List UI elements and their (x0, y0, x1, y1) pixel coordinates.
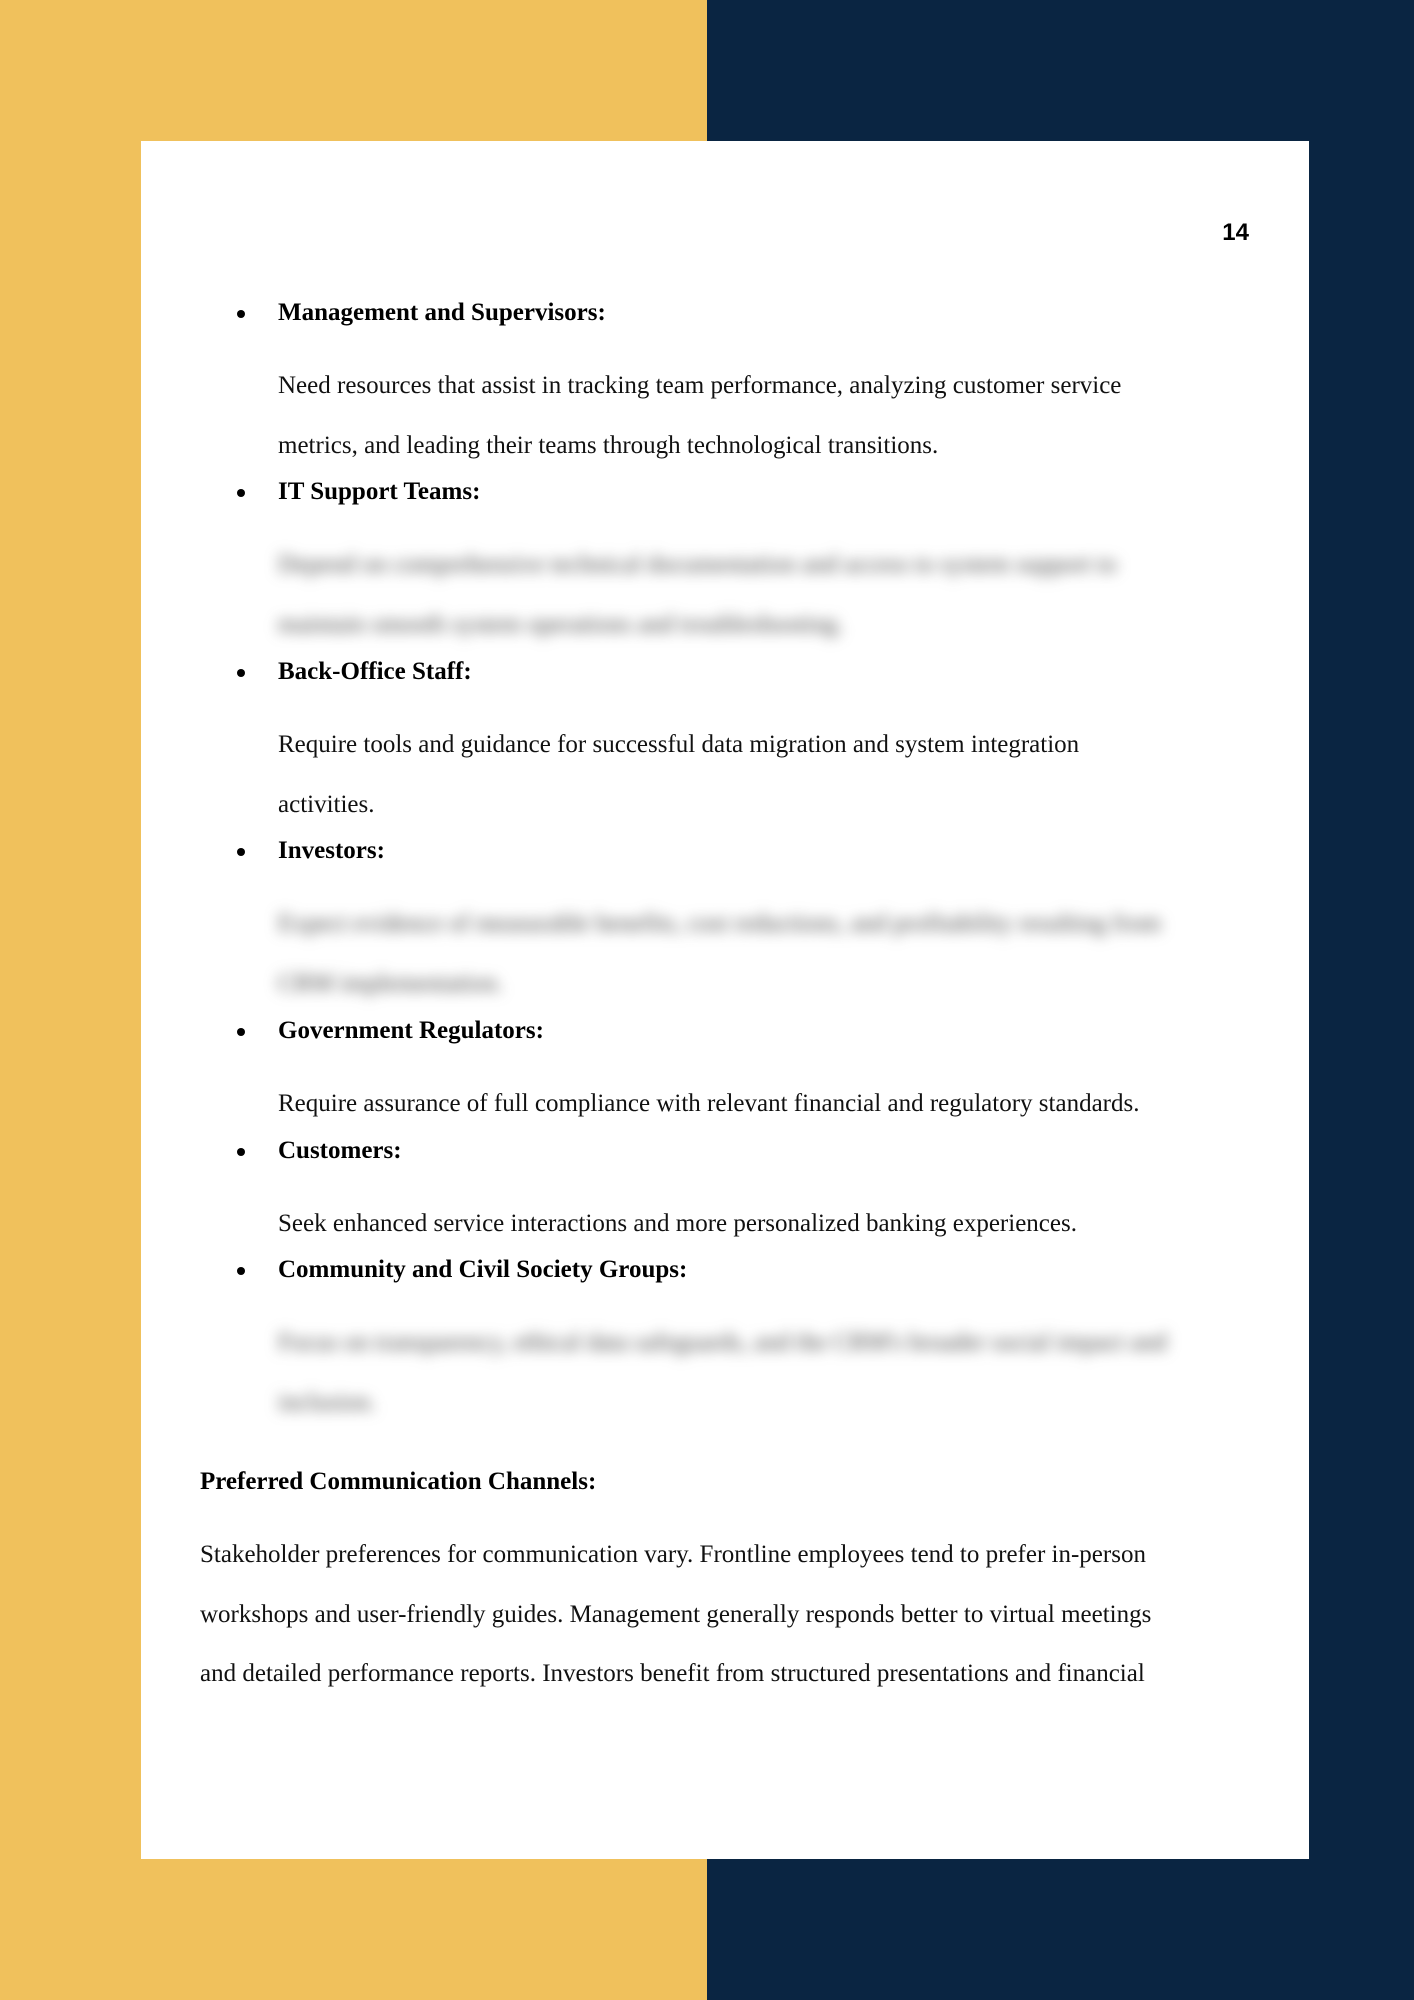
bullet-icon (237, 489, 245, 497)
paragraph-line: and detailed performance reports. Investors benefit from structured presentations and financial (200, 1660, 1145, 1687)
item-title: Government Regulators: (278, 1017, 544, 1044)
description-line: Depend on comprehensive technical documentation and access to system support to (278, 551, 1117, 578)
page-number: 14 (1222, 219, 1249, 246)
description-line: Seek enhanced service interactions and more personalized banking experiences. (278, 1210, 1077, 1237)
paragraph-line: Stakeholder preferences for communication vary. Frontline employees tend to prefer in-person (200, 1541, 1146, 1568)
item-title: IT Support Teams: (278, 478, 481, 505)
section-heading: Preferred Communication Channels: (200, 1468, 597, 1495)
item-title: Investors: (278, 837, 385, 864)
bullet-icon (237, 310, 245, 318)
description-line: activities. (278, 790, 375, 818)
item-title: Community and Civil Society Groups: (278, 1256, 688, 1283)
item-description (278, 1074, 1178, 1134)
bullet-icon (237, 669, 245, 677)
bullet-icon (237, 848, 245, 856)
bullet-icon (237, 1267, 245, 1275)
paragraph-line: workshops and user-friendly guides. Management generally responds better to virtual meetings (200, 1600, 1152, 1628)
description-line: maintain smooth system operations and troubleshooting. (278, 610, 844, 638)
description-line: Need resources that assist in tracking team performance, analyzing customer service (278, 372, 1122, 399)
description-line: Expect evidence of measurable benefits, cost reductions, and profitability resulting from (278, 910, 1162, 937)
item-title: Management and Supervisors: (278, 299, 606, 326)
item-description (278, 1194, 1178, 1254)
bullet-icon (237, 1148, 245, 1156)
document-page (141, 141, 1309, 1859)
item-title: Customers: (278, 1137, 402, 1164)
section-paragraph (200, 1525, 1250, 1704)
item-description (278, 715, 1178, 834)
item-description (278, 356, 1178, 475)
item-description-redacted (278, 894, 1178, 1013)
description-line: CRM implementation. (278, 969, 503, 997)
item-title: Back-Office Staff: (278, 658, 472, 685)
description-line: inclusion. (278, 1388, 376, 1416)
description-line: Focus on transparency, ethical data safeguards, and the CRM's broader social impact and (278, 1329, 1167, 1356)
item-description-redacted (278, 535, 1178, 654)
bullet-icon (237, 1028, 245, 1036)
description-line: Require tools and guidance for successful data migration and system integration (278, 731, 1080, 758)
item-description-redacted (278, 1313, 1178, 1432)
description-line: Require assurance of full compliance with relevant financial and regulatory standards. (278, 1090, 1140, 1117)
description-line: metrics, and leading their teams through technological transitions. (278, 431, 939, 459)
